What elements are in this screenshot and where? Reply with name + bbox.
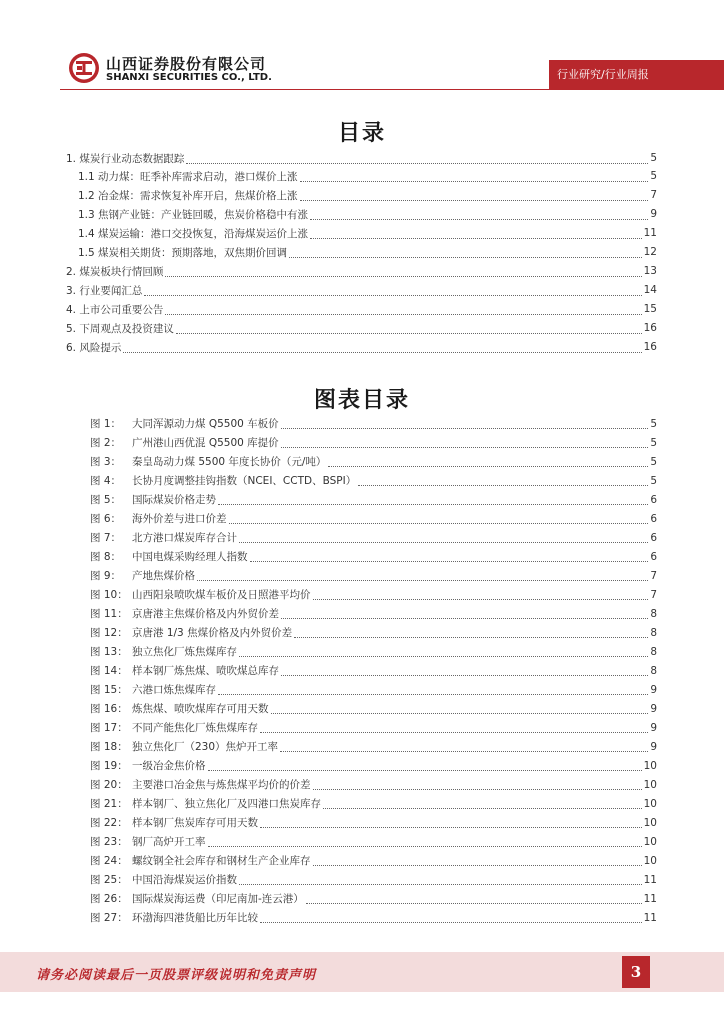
- toc-item[interactable]: 2. 煤炭板块行情回顾 13: [66, 265, 657, 278]
- figure-item[interactable]: 图 25： 中国沿海煤炭运价指数 11: [90, 873, 657, 886]
- toc-item[interactable]: 1.1 动力煤：旺季补库需求启动，港口煤价上涨 5: [78, 170, 657, 183]
- figure-item[interactable]: 图 13： 独立焦化厂炼焦煤库存 8: [90, 645, 657, 658]
- figure-item[interactable]: 图 4： 长协月度调整挂钩指数（NCEI、CCTD、BSPI） 5: [90, 474, 657, 487]
- toc-item[interactable]: 1.2 冶金煤：需求恢复补库开启，焦煤价格上涨 7: [78, 189, 657, 202]
- figure-item[interactable]: 图 16： 炼焦煤、喷吹煤库存可用天数 9: [90, 702, 657, 715]
- figure-item[interactable]: 图 19： 一级冶金焦价格 10: [90, 759, 657, 772]
- page-number: 3: [622, 956, 650, 988]
- toc-item[interactable]: 4. 上市公司重要公告 15: [66, 303, 657, 316]
- figure-item[interactable]: 图 23： 钢厂高炉开工率 10: [90, 835, 657, 848]
- toc-item[interactable]: 1.5 煤炭相关期货：预期落地，双焦期价回调 12: [78, 246, 657, 259]
- toc-item[interactable]: 5. 下周观点及投资建议 16: [66, 322, 657, 335]
- figure-item[interactable]: 图 12： 京唐港 1/3 焦煤价格及内外贸价差 8: [90, 626, 657, 639]
- figure-item[interactable]: 图 6： 海外价差与进口价差 6: [90, 512, 657, 525]
- figure-item[interactable]: 图 18： 独立焦化厂（230）焦炉开工率 9: [90, 740, 657, 753]
- figure-item[interactable]: 图 26： 国际煤炭海运费（印尼南加-连云港） 11: [90, 892, 657, 905]
- company-name-cn: 山西证券股份有限公司: [106, 55, 267, 73]
- header-divider: [60, 89, 724, 90]
- toc-item[interactable]: 1.3 焦钢产业链：产业链回暖，焦炭价格稳中有涨 9: [78, 208, 657, 221]
- figure-item[interactable]: 图 15： 六港口炼焦煤库存 9: [90, 683, 657, 696]
- figure-item[interactable]: 图 14： 样本钢厂炼焦煤、喷吹煤总库存 8: [90, 664, 657, 677]
- toc-title: 目录: [337, 121, 386, 146]
- figure-item[interactable]: 图 24： 螺纹钢全社会库存和钢材生产企业库存 10: [90, 854, 657, 867]
- figure-item[interactable]: 图 3： 秦皇岛动力煤 5500 年度长协价（元/吨） 5: [90, 455, 657, 468]
- toc-item[interactable]: 1. 煤炭行业动态数据跟踪 5: [66, 152, 657, 165]
- figure-item[interactable]: 图 20： 主要港口冶金焦与炼焦煤平均价的价差 10: [90, 778, 657, 791]
- toc-item[interactable]: 1.4 煤炭运输：港口交投恢复，沿海煤炭运价上涨 11: [78, 227, 657, 240]
- figure-item[interactable]: 图 17： 不同产能焦化厂炼焦煤库存 9: [90, 721, 657, 734]
- footer-disclaimer: 请务必阅读最后一页股票评级说明和免责声明: [36, 968, 317, 983]
- figure-item[interactable]: 图 1： 大同浑源动力煤 Q5500 车板价 5: [90, 417, 657, 430]
- report-type-tag: 行业研究/行业周报: [549, 60, 724, 90]
- toc-item[interactable]: 3. 行业要闻汇总 14: [66, 284, 657, 297]
- company-logo-icon: [68, 52, 100, 84]
- figure-list-title: 图表目录: [313, 388, 410, 413]
- figure-item[interactable]: 图 5： 国际煤炭价格走势 6: [90, 493, 657, 506]
- figure-item[interactable]: 图 7： 北方港口煤炭库存合计 6: [90, 531, 657, 544]
- figure-item[interactable]: 图 11： 京唐港主焦煤价格及内外贸价差 8: [90, 607, 657, 620]
- figure-item[interactable]: 图 9： 产地焦煤价格 7: [90, 569, 657, 582]
- company-name-en: SHANXI SECURITIES CO., LTD.: [106, 72, 272, 83]
- figure-item[interactable]: 图 2： 广州港山西优混 Q5500 库提价 5: [90, 436, 657, 449]
- figure-item[interactable]: 图 10： 山西阳泉喷吹煤车板价及日照港平均价 7: [90, 588, 657, 601]
- toc-item[interactable]: 6. 风险提示 16: [66, 341, 657, 354]
- figure-item[interactable]: 图 8： 中国电煤采购经理人指数 6: [90, 550, 657, 563]
- figure-item[interactable]: 图 27： 环渤海四港货船比历年比较 11: [90, 911, 657, 924]
- figure-item[interactable]: 图 22： 样本钢厂焦炭库存可用天数 10: [90, 816, 657, 829]
- figure-item[interactable]: 图 21： 样本钢厂、独立焦化厂及四港口焦炭库存 10: [90, 797, 657, 810]
